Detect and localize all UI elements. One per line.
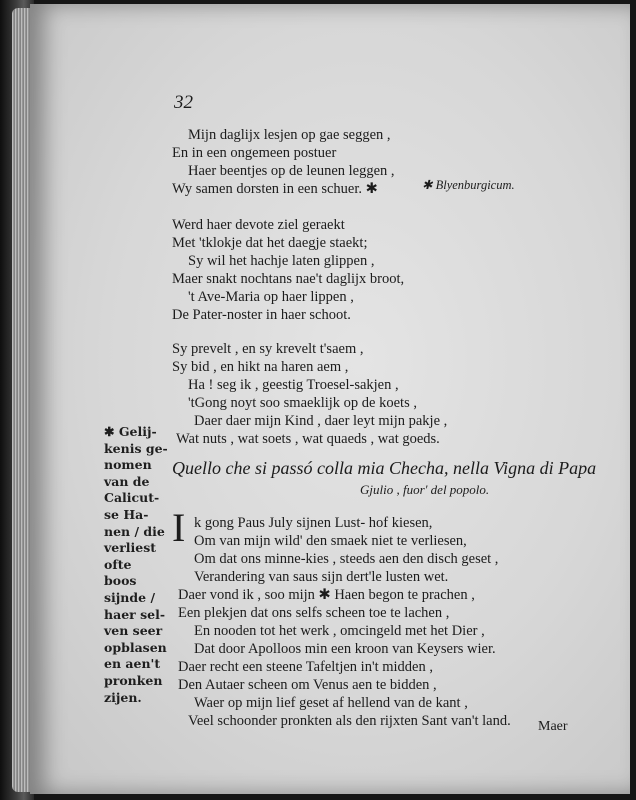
stanza-1-line: En in een ongemeen postuer — [172, 145, 337, 161]
section-heading-continued: Gjulio , fuor' del popolo. — [360, 482, 490, 497]
catchword: Maer — [538, 719, 568, 734]
stanza-4-line: Waer op mijn lief geset af hellend van de kant , — [194, 695, 468, 711]
margin-note-line: van de — [104, 473, 150, 489]
drop-cap: I — [172, 505, 186, 550]
margin-note-line: haer sel- — [104, 606, 166, 622]
margin-note-line: verliest — [104, 540, 157, 556]
section-heading: Quello che si passó colla mia Checha, nella Vigna di Papa — [172, 458, 597, 478]
stanza-2-line: Werd haer devote ziel geraekt — [172, 217, 345, 233]
stanza-4-line: k gong Paus July sijnen Lust- hof kiesen, — [194, 515, 433, 531]
margin-note-line: kenis ge- — [104, 440, 168, 456]
stanza-4-line: Den Autaer scheen om Venus aen te bidden , — [178, 677, 437, 693]
page-number: 32 — [174, 92, 193, 113]
stanza-2-line: De Pater-noster in haer schoot. — [172, 307, 351, 323]
margin-note-line: ven seer — [104, 623, 163, 639]
stanza-4-line: Veel schoonder pronkten als den rijxten Sant van't land. — [188, 713, 511, 729]
stanza-4-line: Verandering van saus sijn dert'le lusten wet. — [194, 569, 449, 585]
stanza-4-line: Om van mijn wild' den smaek niet te verliesen, — [194, 533, 467, 549]
stanza-3-line: Sy prevelt , en sy krevelt t'saem , — [172, 341, 364, 357]
stanza-4-line: En nooden tot het werk , omcingeld met het Dier , — [194, 623, 485, 639]
stanza-3-line: Wat nuts , wat soets , wat quaeds , wat goeds. — [176, 431, 440, 447]
stanza-3-line: Sy bid , en hikt na haren aem , — [172, 359, 349, 375]
stanza-4-line: Een plekjen dat ons selfs scheen toe te lachen , — [178, 605, 450, 621]
stanza-2-line: Maer snakt nochtans nae't daglijx broot, — [172, 271, 405, 287]
margin-note-line: pronken — [104, 672, 163, 688]
stanza-3-line: Daer daer mijn Kind , daer leyt mijn pakje , — [194, 413, 448, 429]
margin-note-line: ✱ Gelij- — [104, 424, 157, 439]
margin-note-line: nomen — [104, 457, 152, 473]
stanza-3-line: Ha ! seg ik , geestig Troesel-sakjen , — [188, 377, 399, 393]
margin-note — [104, 424, 180, 706]
side-note: ✱ Blyenburgicum. — [422, 178, 515, 192]
stanza-2-line: 't Ave-Maria op haer lippen , — [188, 289, 354, 305]
margin-note-line: opblasen — [104, 639, 167, 655]
margin-note-line: se Ha- — [104, 506, 149, 522]
stanza-2-line: Met 'tklokje dat het daegje staekt; — [172, 235, 368, 251]
stanza-1-line: Wy samen dorsten in een schuer. ✱ — [172, 181, 378, 197]
stanza-3-line: 'tGong noyt soo smaeklijk op de koets , — [188, 395, 417, 411]
stanza-4-line: Om dat ons minne-kies , steeds aen den disch geset , — [194, 551, 499, 567]
margin-note-line: Calicut- — [104, 490, 160, 506]
stanza-1-line: Mijn daglijx lesjen op gae seggen , — [188, 127, 391, 143]
margin-note-line: nen / die — [104, 523, 165, 539]
stanza-4-line: Daer recht een steene Tafeltjen in't midden , — [178, 659, 433, 675]
stanza-4-line: Daer vond ik , soo mijn ✱ Haen begon te prachen , — [178, 587, 475, 603]
stanza-4-line: Dat door Apolloos min een kroon van Keysers wier. — [194, 641, 496, 657]
margin-note-line: ofte — [104, 556, 132, 572]
stanza-1-line: Haer beentjes op de leunen leggen , — [188, 163, 395, 179]
margin-note-line: boos — [104, 573, 137, 589]
margin-note-line: en aen't — [104, 656, 161, 672]
margin-note-line: zijen. — [104, 689, 142, 705]
stanza-2-line: Sy wil het hachje laten glippen , — [188, 253, 375, 269]
margin-note-line: sijnde / — [104, 589, 156, 605]
